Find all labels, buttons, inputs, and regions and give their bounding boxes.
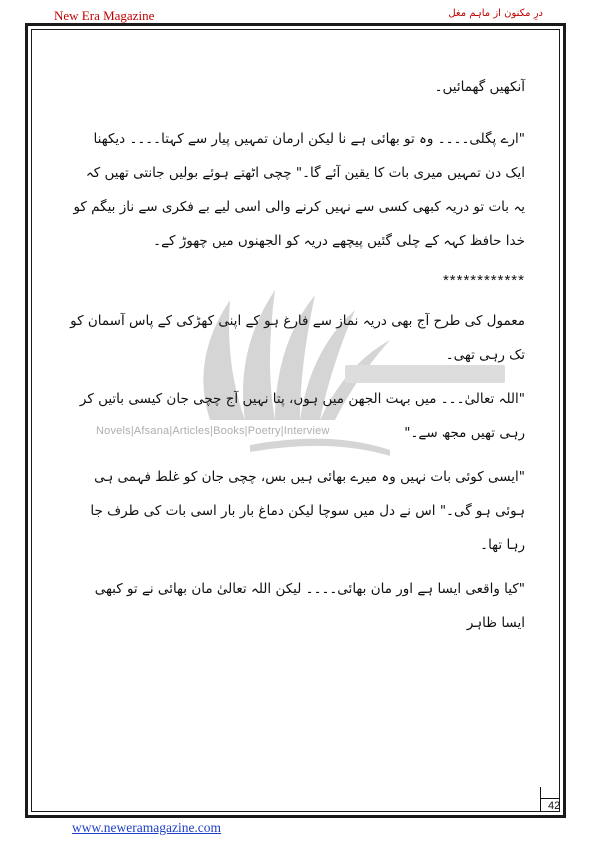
story-body	[70, 70, 525, 640]
watermark-tagline: Novels|Afsana|Articles|Books|Poetry|Interview	[96, 425, 330, 437]
section-separator: ************	[442, 272, 525, 289]
page-number-box-top	[540, 798, 560, 799]
paragraph: "اللہ تعالیٰ۔۔۔ میں بہت الجھن میں ہوں، پتا نہیں آج چچی جان کیسی باتیں کر رہی تھیں مجھ سے۔"	[79, 391, 525, 441]
paragraph: آنکھیں گھمائیں۔	[434, 79, 525, 95]
paragraph: "ایسی کوئی بات نہیں وہ میرے بھائی ہیں بس، چچی جان کو غلط فہمی ہی ہوئی ہو گی۔" اس نے دل میں سوچا لیکن دماغ بار بار اسی بات کی طرف جا رہا تھا۔	[90, 469, 525, 553]
page-number: 42	[548, 800, 561, 812]
paragraph: "ارے پگلی۔۔۔۔ وہ تو بھائی ہے نا لیکن ارمان تمہیں پیار سے کہتا۔۔۔۔ دیکھنا ایک دن تمہیں میری بات کا یقین آئے گا۔" چچی اٹھتے ہوئے بولیں جانتی تھیں کہ یہ بات تو دریہ کبھی کسی سے نہیں کرنے والی اسی لیے بے فکری سے ناز بیگم کو خدا حافظ کہہ کے چلی گئیں پیچھے دریہ کو الجھنوں میں چھوڑ کے۔	[73, 131, 525, 249]
paragraph: معمول کی طرح آج بھی دریہ نماز سے فارغ ہو کے اپنی کھڑکی کے پاس آسمان کو تک رہی تھی۔	[70, 313, 525, 363]
paragraph: "کیا واقعی ایسا ہے اور مان بھائی۔۔۔۔ لیکن اللہ تعالیٰ مان بھائی نے تو کبھی ایسا ظاہر	[94, 581, 525, 631]
magazine-name: New Era Magazine	[54, 8, 155, 23]
page-number-box-edge	[540, 787, 541, 812]
story-title: درِ مکنون از ماہم مغل	[448, 8, 543, 19]
website-link[interactable]: www.neweramagazine.com	[72, 820, 222, 835]
